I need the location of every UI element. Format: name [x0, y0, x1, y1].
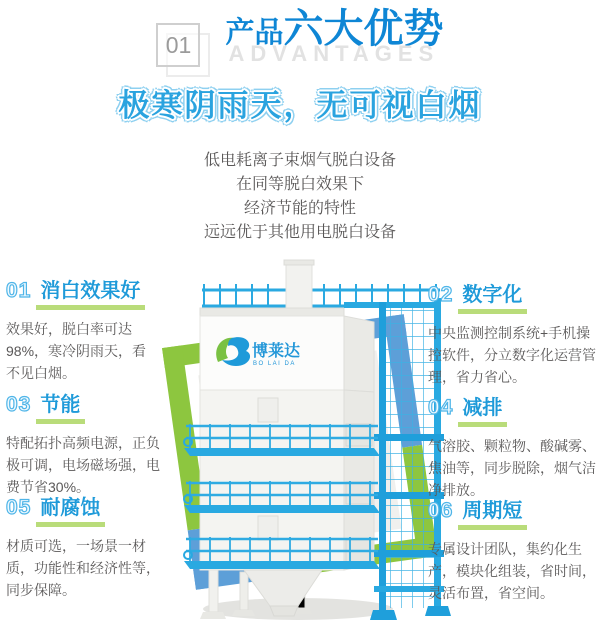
- advantage-02-heading: [428, 278, 596, 314]
- slogan-banner: 极寒阴雨天，无可视白烟: [118, 88, 482, 123]
- intro-line-3: 经济节能的特性: [243, 200, 356, 217]
- advantages-column-left: [6, 258, 160, 623]
- advantage-05-description: 材质可选，一场景一材质，功能性和经济性等，同步保障。: [6, 538, 160, 598]
- advantages-column-right: [428, 258, 596, 623]
- advantage-04-title: 减排: [458, 391, 507, 427]
- logo-cabinet: [200, 308, 374, 392]
- advantage-04-heading: [428, 391, 596, 427]
- advantage-04-number: 04: [428, 396, 454, 419]
- advantage-03-title: 节能: [36, 388, 85, 424]
- advantage-06-title: 周期短: [458, 494, 527, 530]
- advantage-01-description: 效果好，脱白率可达98%，寒冷阴雨天，看不见白烟。: [6, 321, 147, 381]
- advantage-item-04: [428, 391, 596, 501]
- section-header: [0, 8, 600, 79]
- advantage-01-title: 消白效果好: [36, 274, 145, 310]
- brand-name-latin: BO LAI DA: [253, 361, 296, 367]
- advantage-02-description: 中央监测控制系统+手机操控软件，分立数字化运营管理，省力省心。: [428, 325, 596, 385]
- equipment-illustration: [148, 258, 452, 623]
- intro-line-2: 在同等脱白效果下: [235, 176, 364, 193]
- advantage-01-heading: [6, 274, 160, 310]
- intro-line-1: 低电耗离子束烟气脱白设备: [203, 152, 396, 169]
- advantage-03-description: 特配拓扑高频电源，正负极可调，电场磁场强，电费节省30%。: [6, 435, 160, 495]
- advantage-item-05: [6, 491, 160, 601]
- advantage-01-number: 01: [6, 279, 32, 302]
- advantage-item-06: [428, 494, 596, 604]
- intro-line-4: 远远优于其他用电脱白设备: [203, 224, 396, 241]
- advantage-06-description: 专属设计团队，集约化生产，模块化组装，省时间，灵活布置，省空间。: [428, 541, 596, 601]
- page-subtitle: ADVANTAGES: [228, 41, 440, 66]
- title-stack: [225, 8, 443, 79]
- advantage-06-heading: [428, 494, 596, 530]
- brand-name: 博莱达: [252, 343, 301, 360]
- advantage-03-heading: [6, 388, 160, 424]
- tower-body: [200, 390, 374, 570]
- advantage-05-number: 05: [6, 496, 32, 519]
- intro-paragraph: [0, 149, 600, 245]
- page-title-small: 产品: [225, 17, 284, 49]
- advantage-04-description: 气溶胶、颗粒物、酸碱雾、焦油等，同步脱除，烟气洁净排放。: [428, 438, 596, 498]
- section-index-box: [156, 23, 212, 79]
- advantage-03-number: 03: [6, 393, 32, 416]
- page-title-large: 六大优势: [283, 7, 444, 51]
- advantage-05-title: 耐腐蚀: [36, 491, 105, 527]
- index-box-number: 01: [156, 23, 200, 67]
- advantage-05-heading: [6, 491, 160, 527]
- advantages-section: [0, 258, 600, 623]
- advantage-item-01: [6, 274, 160, 384]
- advantage-item-03: [6, 388, 160, 498]
- advantage-02-number: 02: [428, 283, 454, 306]
- advantage-item-02: [428, 278, 596, 388]
- advantage-06-number: 06: [428, 499, 454, 522]
- advantage-02-title: 数字化: [458, 278, 527, 314]
